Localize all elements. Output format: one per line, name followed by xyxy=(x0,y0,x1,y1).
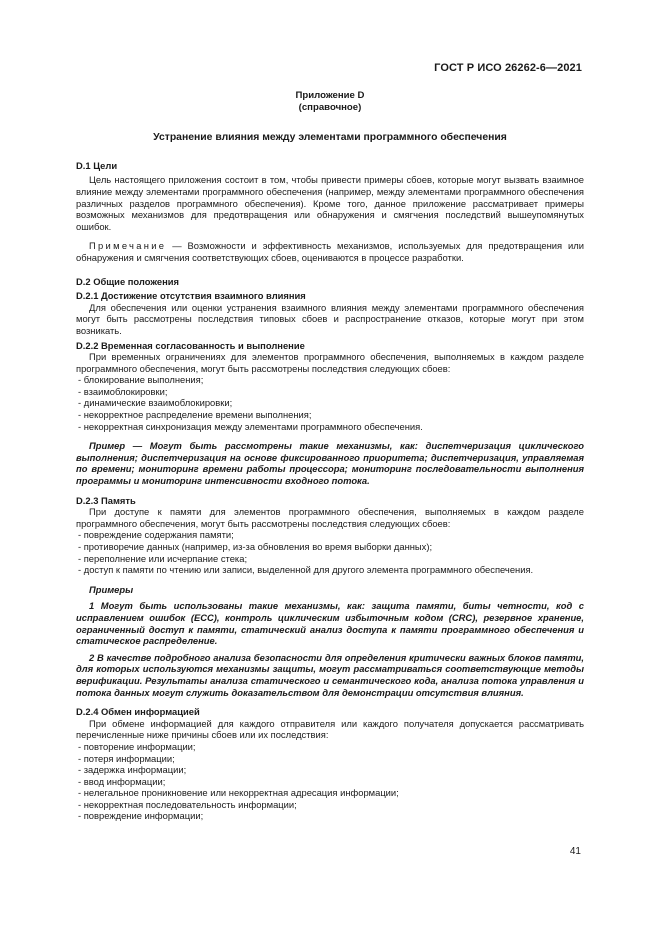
list-item: - некорректная синхронизация между элементами программного обеспечения. xyxy=(76,421,584,433)
list-item: - переполнение или исчерпание стека; xyxy=(76,553,584,565)
note-text: — Возможности и эффективность механизмов, используемых для предотвращения или обнаружения и смягчения соответствующих сбоев, оцениваются в процессе разработки. xyxy=(76,240,584,263)
list-item: - некорректная последовательность информации; xyxy=(76,799,584,811)
list-item: - ввод информации; xyxy=(76,776,584,788)
heading-d1: D.1 Цели xyxy=(76,159,118,171)
example2-d23: 2 В качестве подробного анализа безопасности для определения критически важных блоков памяти, для которых используются механизмы защиты, могут рассматриваться соответствующие методы верификации. Результаты анализа статического и семантического кода, анализа потока управления и потока данных могут служить доказательством для демонстрации отсутствия влияния. xyxy=(76,651,584,698)
list-item: - динамические взаимоблокировки; xyxy=(76,397,584,409)
list-d22 xyxy=(76,374,584,432)
heading-d22: D.2.2 Временная согласованность и выполнение xyxy=(76,339,305,351)
list-item: - потеря информации; xyxy=(76,753,584,765)
list-item: - задержка информации; xyxy=(76,764,584,776)
examples-label-d23: Примеры xyxy=(89,583,134,595)
list-item: - повреждение информации; xyxy=(76,810,584,822)
list-item: - блокирование выполнения; xyxy=(76,374,584,386)
paragraph-d24: При обмене информацией для каждого отправителя или каждого получателя допускается рассматривать перечисленные ниже причины сбоев или их последствия: xyxy=(76,717,584,741)
paragraph-d22: При временных ограничениях для элементов программного обеспечения, выполняемых в каждом разделе программного обеспечения, могут быть рассмотрены последствия следующих сбоев: xyxy=(76,351,584,374)
heading-d23: D.2.3 Память xyxy=(76,494,136,506)
list-item: - взаимоблокировки; xyxy=(76,386,584,398)
document-code: ГОСТ Р ИСО 26262-6—2021 xyxy=(434,62,582,74)
page-number: 41 xyxy=(569,846,581,857)
section-title: Устранение влияния между элементами программного обеспечения xyxy=(153,132,507,144)
list-d24 xyxy=(76,741,584,822)
list-item: - некорректное распределение времени выполнения; xyxy=(76,409,584,421)
example-d22: Пример — Могут быть рассмотрены такие механизмы, как: диспетчеризация циклического выполнения; диспетчеризация на основе фиксированного приоритета; диспетчеризация, управляемая по времени; мониторинг времени работы процессора; мониторинг последовательности выполнения программы и мониторинг интенсивности входного потока. xyxy=(76,440,584,487)
list-item: - повреждение содержания памяти; xyxy=(76,529,584,541)
list-item: - доступ к памяти по чтению или записи, выделенной для другого элемента программного обеспечения. xyxy=(76,564,584,576)
heading-d2: D.2 Общие положения xyxy=(76,275,179,287)
appendix-subtitle: (справочное) xyxy=(298,101,362,113)
page-content xyxy=(76,90,584,822)
list-item: - нелегальное проникновение или некорректная адресация информации; xyxy=(76,787,584,799)
list-item: - повторение информации; xyxy=(76,741,584,753)
list-item: - противоречие данных (например, из-за обновления во время выборки данных); xyxy=(76,541,584,553)
note-d1 xyxy=(76,240,584,263)
appendix-title: Приложение D xyxy=(295,90,365,101)
list-d23 xyxy=(76,529,584,575)
note-label: Примечание xyxy=(89,240,167,252)
heading-d24: D.2.4 Обмен информацией xyxy=(76,706,200,718)
paragraph-d1-goal: Цель настоящего приложения состоит в том, чтобы привести примеры сбоев, которые могут вызвать взаимное влияние между элементами программного обеспечения (например, между элементами программного обеспечения различных разделов программного обеспечения). Кроме того, данное приложение рассматривает примеры возможных механизмов для предотвращения или обнаружения и смягчения последствий вышеупомянутых ошибок. xyxy=(76,174,584,232)
heading-d21: D.2.1 Достижение отсутствия взаимного влияния xyxy=(76,290,306,302)
example1-d23: 1 Могут быть использованы такие механизмы, как: защита памяти, биты четности, код с исправлением ошибок (ECC), контроль циклическим избыточным кодом (CRC), резервное хранение, ограниченный доступ к памяти, статический анализ доступа к памяти программного обеспечения и статическое распределение. xyxy=(76,600,584,647)
paragraph-d21: Для обеспечения или оценки устранения взаимного влияния между элементами программного обеспечения могут быть рассмотрены последствия типовых сбоев и распространение отказов, которые могут при этом возникать. xyxy=(76,301,584,336)
paragraph-d23: При доступе к памяти для элементов программного обеспечения, выполняемых в каждом разделе программного обеспечения, могут быть рассмотрены последствия следующих сбоев: xyxy=(76,506,584,529)
